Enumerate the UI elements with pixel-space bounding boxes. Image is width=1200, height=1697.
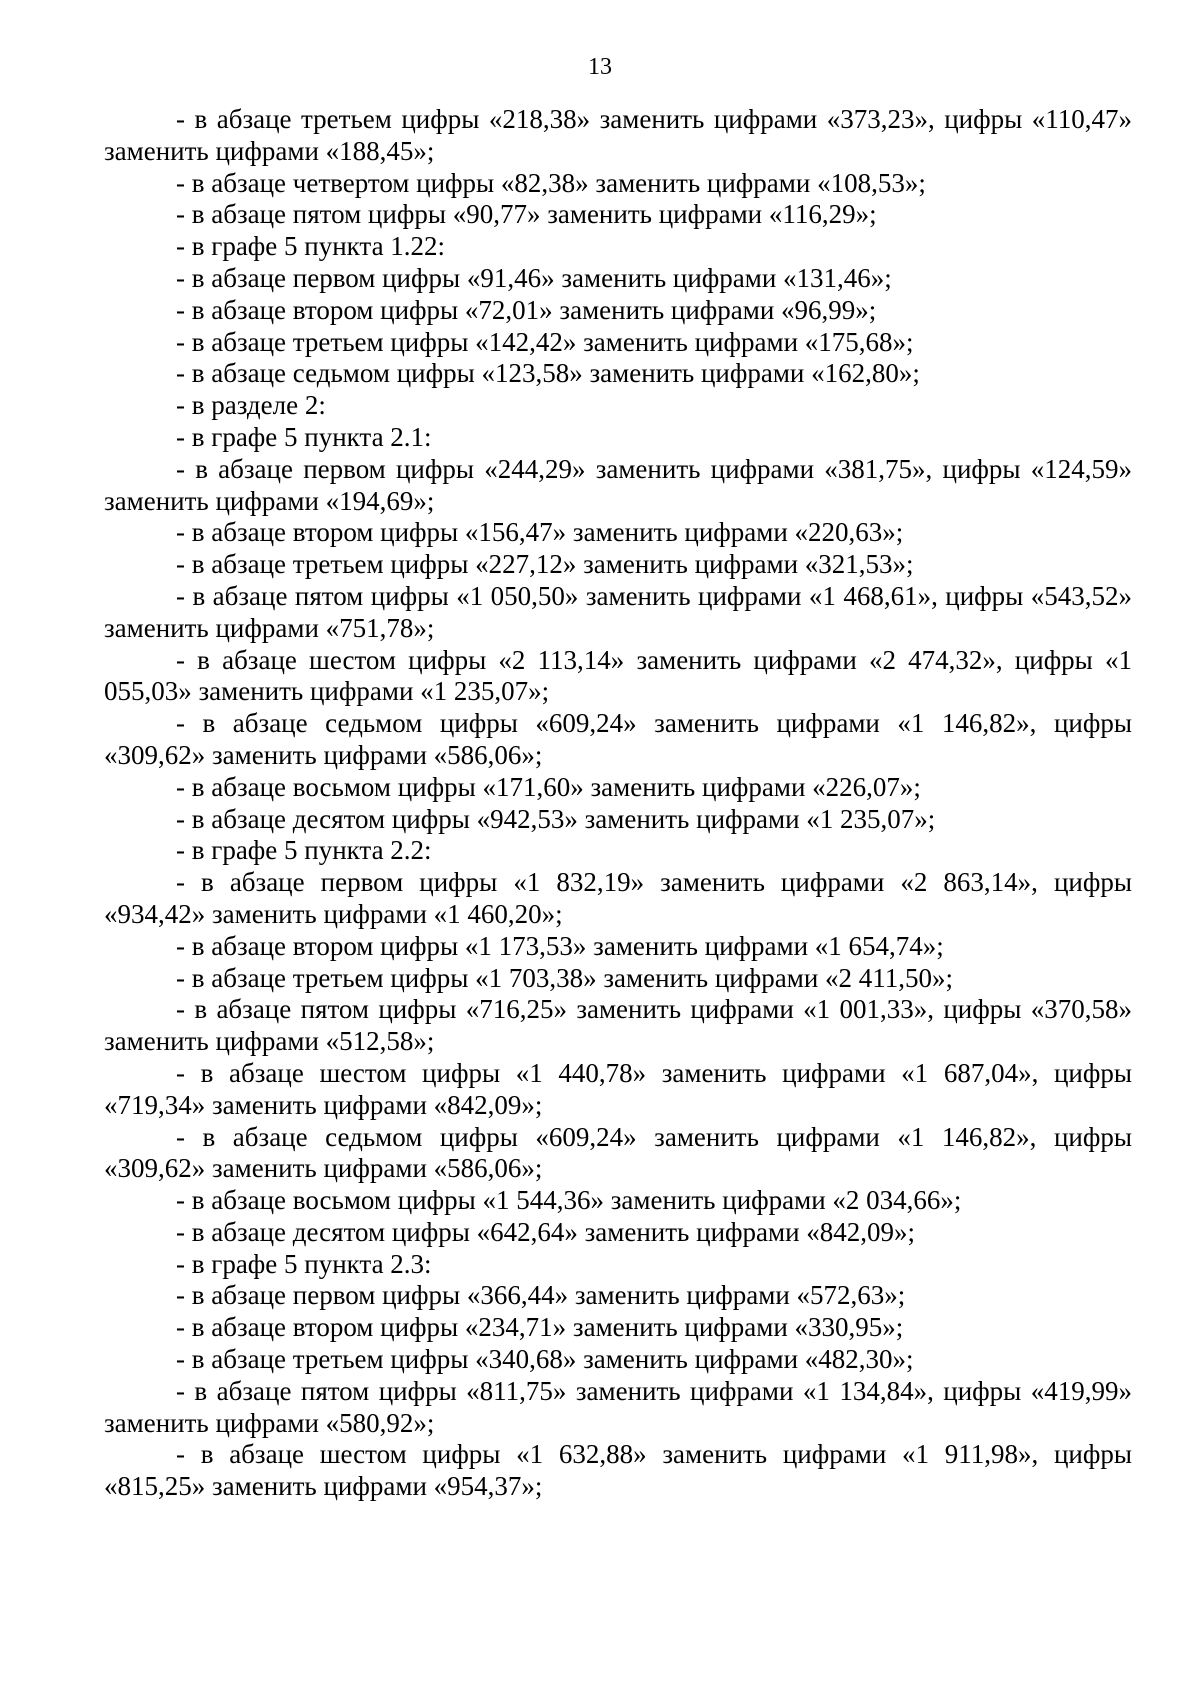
- amendment-paragraph: - в абзаце втором цифры «1 173,53» заменить цифрами «1 654,74»;: [176, 930, 944, 961]
- amendment-paragraph: - в абзаце втором цифры «156,47» заменить цифрами «220,63»;: [176, 517, 904, 548]
- amendment-paragraph: - в абзаце пятом цифры «811,75» заменить цифрами «1 134,84», цифры «419,99» заменить цифрами «580,92»;: [104, 1375, 1132, 1438]
- amendment-paragraph: - в абзаце седьмом цифры «609,24» заменить цифрами «1 146,82», цифры «309,62» заменить цифрами «586,06»;: [104, 708, 1132, 770]
- amendment-paragraph: - в абзаце пятом цифры «716,25» заменить цифрами «1 001,33», цифры «370,58» заменить цифрами «512,58»;: [104, 994, 1132, 1057]
- amendment-paragraph: - в абзаце втором цифры «234,71» заменить цифрами «330,95»;: [176, 1312, 904, 1343]
- amendment-paragraph: - в абзаце пятом цифры «90,77» заменить цифрами «116,29»;: [176, 199, 877, 230]
- amendment-paragraph: - в абзаце шестом цифры «1 632,88» заменить цифрами «1 911,98», цифры «815,25» заменить цифрами «954,37»;: [104, 1439, 1132, 1502]
- amendment-paragraph: - в абзаце восьмом цифры «171,60» заменить цифрами «226,07»;: [176, 771, 921, 802]
- amendment-paragraph: - в абзаце первом цифры «91,46» заменить цифрами «131,46»;: [176, 262, 892, 293]
- document-body: [104, 104, 1132, 1503]
- amendment-paragraph: - в абзаце втором цифры «72,01» заменить цифрами «96,99»;: [176, 294, 877, 325]
- amendment-paragraph: - в абзаце седьмом цифры «123,58» заменить цифрами «162,80»;: [176, 358, 920, 389]
- amendment-paragraph: - в абзаце четвертом цифры «82,38» заменить цифрами «108,53»;: [176, 167, 926, 198]
- amendment-paragraph: - в абзаце десятом цифры «942,53» заменить цифрами «1 235,07»;: [176, 803, 936, 834]
- amendment-paragraph: - в абзаце шестом цифры «2 113,14» заменить цифрами «2 474,32», цифры «1 055,03» заменить цифрами «1 235,07»;: [104, 644, 1132, 707]
- page-number: 13: [588, 54, 612, 80]
- amendment-paragraph: - в абзаце третьем цифры «340,68» заменить цифрами «482,30»;: [176, 1344, 914, 1375]
- amendment-paragraph: - в абзаце шестом цифры «1 440,78» заменить цифрами «1 687,04», цифры «719,34» заменить цифрами «842,09»;: [104, 1057, 1132, 1120]
- amendment-paragraph: - в абзаце третьем цифры «218,38» заменить цифрами «373,23», цифры «110,47» заменить цифрами «188,45»;: [104, 104, 1132, 166]
- amendment-paragraph: - в абзаце восьмом цифры «1 544,36» заменить цифрами «2 034,66»;: [176, 1185, 962, 1216]
- amendment-paragraph: - в абзаце первом цифры «366,44» заменить цифрами «572,63»;: [176, 1280, 906, 1311]
- amendment-paragraph: - в абзаце третьем цифры «142,42» заменить цифрами «175,68»;: [176, 326, 914, 357]
- section-heading-item: - в графе 5 пункта 2.3:: [176, 1248, 432, 1279]
- section-heading-item: - в разделе 2:: [176, 390, 326, 421]
- section-heading-item: - в графе 5 пункта 2.2:: [176, 835, 432, 866]
- amendment-paragraph: - в абзаце седьмом цифры «609,24» заменить цифрами «1 146,82», цифры «309,62» заменить цифрами «586,06»;: [104, 1121, 1132, 1184]
- amendment-paragraph: - в абзаце третьем цифры «227,12» заменить цифрами «321,53»;: [176, 549, 914, 580]
- amendment-paragraph: - в абзаце третьем цифры «1 703,38» заменить цифрами «2 411,50»;: [176, 962, 954, 993]
- section-heading-item: - в графе 5 пункта 1.22:: [176, 231, 446, 262]
- amendment-paragraph: - в абзаце пятом цифры «1 050,50» заменить цифрами «1 468,61», цифры «543,52» заменить цифрами «751,78»;: [104, 580, 1132, 643]
- section-heading-item: - в графе 5 пункта 2.1:: [176, 421, 432, 452]
- amendment-paragraph: - в абзаце десятом цифры «642,64» заменить цифрами «842,09»;: [176, 1216, 916, 1247]
- amendment-paragraph: - в абзаце первом цифры «244,29» заменить цифрами «381,75», цифры «124,59» заменить цифрами «194,69»;: [104, 453, 1132, 516]
- amendment-paragraph: - в абзаце первом цифры «1 832,19» заменить цифрами «2 863,14», цифры «934,42» заменить цифрами «1 460,20»;: [104, 867, 1132, 929]
